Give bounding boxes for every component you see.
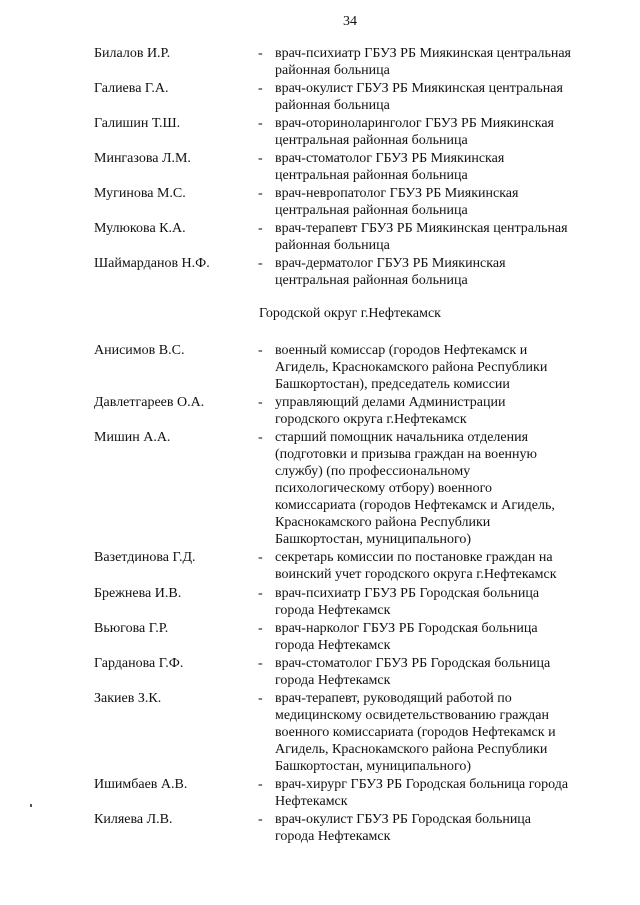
description-line: военный комиссар (городов Нефтекамск и [275,343,528,358]
list-item [94,115,614,155]
description-line: районная больница [275,98,390,113]
description-line: Башкортостан, муниципального) [275,532,472,547]
description-line: службу) (по профессиональному [275,464,471,479]
dash-separator: - [258,186,263,201]
description-line: Краснокамского района Республики [275,515,491,530]
description-line: города Нефтекамск [275,638,391,653]
person-name: Давлетгареев О.А. [94,395,205,410]
dash-separator: - [258,777,263,792]
description-line: старший помощник начальника отделения [275,430,529,445]
person-name: Мишин А.А. [94,430,171,445]
position-description [275,185,615,219]
list-item [94,342,614,392]
description-line: городского округа г.Нефтекамск [275,412,467,427]
person-name: Мугинова М.С. [94,186,186,201]
dash-separator: - [258,343,263,358]
description-line: центральная районная больница [275,203,468,218]
position-description [275,549,615,583]
description-line: военного комиссариата (городов Нефтекамск и [275,725,556,740]
person-name: Закиев З.К. [94,691,162,706]
list-item [94,776,614,816]
description-line: врач-невропатолог ГБУЗ РБ Миякинская [275,186,519,201]
description-line: Башкортостан), председатель комиссии [275,377,510,392]
description-line: центральная районная больница [275,133,468,148]
description-line: Башкортостан, муниципального) [275,759,472,774]
list-item [94,585,614,625]
position-description [275,776,615,810]
description-line: воинский учет городского округа г.Нефтекамск [275,567,557,582]
description-line: врач-хирург ГБУЗ РБ Городская больница города [275,777,569,792]
list-item [94,185,614,225]
person-name: Ишимбаев А.В. [94,777,188,792]
section-heading: Городской округ г.Нефтекамск [259,306,441,321]
description-line: врач-терапевт ГБУЗ РБ Миякинская центральная [275,221,568,236]
description-line: психологическому отбору) военного [275,481,493,496]
person-name: Гарданова Г.Ф. [94,656,184,671]
dash-separator: - [258,691,263,706]
description-line: города Нефтекамск [275,829,391,844]
position-description [275,115,615,149]
description-line: врач-окулист ГБУЗ РБ Миякинская центральная [275,81,563,96]
dash-separator: - [258,221,263,236]
description-line: комиссариата (городов Нефтекамск и Агидель, [275,498,555,513]
description-line: Агидель, Краснокамского района Республики [275,360,548,375]
list-item [94,429,614,547]
dash-separator: - [258,430,263,445]
description-line: врач-дерматолог ГБУЗ РБ Миякинская [275,256,506,271]
dash-separator: - [258,81,263,96]
list-item [94,45,614,85]
position-description [275,690,615,775]
dash-separator: - [258,812,263,827]
description-line: врач-стоматолог ГБУЗ РБ Миякинская [275,151,505,166]
list-item [94,80,614,120]
person-name: Галишин Т.Ш. [94,116,181,131]
description-line: врач-оториноларинголог ГБУЗ РБ Миякинская [275,116,554,131]
dash-separator: - [258,395,263,410]
list-item [94,655,614,695]
dash-separator: - [258,550,263,565]
dash-separator: - [258,656,263,671]
person-name: Брежнева И.В. [94,586,182,601]
page-number: 34 [343,14,357,29]
list-item [94,255,614,295]
person-name: Киляева Л.В. [94,812,173,827]
position-description [275,150,615,184]
position-description [275,255,615,289]
description-line: города Нефтекамск [275,603,391,618]
list-item [94,620,614,660]
dash-separator: - [258,46,263,61]
person-name: Шаймарданов Н.Ф. [94,256,210,271]
description-line: Агидель, Краснокамского района Республики [275,742,548,757]
description-line: районная больница [275,63,390,78]
description-line: врач-психиатр ГБУЗ РБ Миякинская центральная [275,46,571,61]
description-line: врач-окулист ГБУЗ РБ Городская больница [275,812,532,827]
person-name: Мингазова Л.М. [94,151,191,166]
dash-separator: - [258,151,263,166]
description-line: врач-терапевт, руководящий работой по [275,691,512,706]
list-item [94,150,614,190]
scan-artifact-mark [30,804,32,807]
position-description [275,342,615,393]
position-description [275,620,615,654]
list-item [94,220,614,260]
position-description [275,429,615,548]
dash-separator: - [258,586,263,601]
list-item [94,394,614,434]
list-item [94,811,614,851]
description-line: врач-психиатр ГБУЗ РБ Городская больница [275,586,540,601]
description-line: медицинскому освидетельствованию граждан [275,708,549,723]
description-line: врач-нарколог ГБУЗ РБ Городская больница [275,621,538,636]
position-description [275,80,615,114]
description-line: центральная районная больница [275,273,468,288]
list-item [94,690,614,774]
description-line: (подготовки и призыва граждан на военную [275,447,537,462]
dash-separator: - [258,116,263,131]
description-line: управляющий делами Администрации [275,395,506,410]
description-line: районная больница [275,238,390,253]
position-description [275,394,615,428]
dash-separator: - [258,256,263,271]
person-name: Вьюгова Г.Р. [94,621,169,636]
description-line: Нефтекамск [275,794,348,809]
position-description [275,45,615,79]
list-item [94,549,614,589]
description-line: врач-стоматолог ГБУЗ РБ Городская больница [275,656,551,671]
person-name: Галиева Г.А. [94,81,169,96]
description-line: секретарь комиссии по постановке граждан на [275,550,553,565]
position-description [275,585,615,619]
description-line: города Нефтекамск [275,673,391,688]
description-line: центральная районная больница [275,168,468,183]
person-name: Билалов И.Р. [94,46,171,61]
person-name: Вазетдинова Г.Д. [94,550,196,565]
person-name: Мулюкова К.А. [94,221,186,236]
position-description [275,220,615,254]
person-name: Анисимов В.С. [94,343,185,358]
position-description [275,811,615,845]
position-description [275,655,615,689]
dash-separator: - [258,621,263,636]
